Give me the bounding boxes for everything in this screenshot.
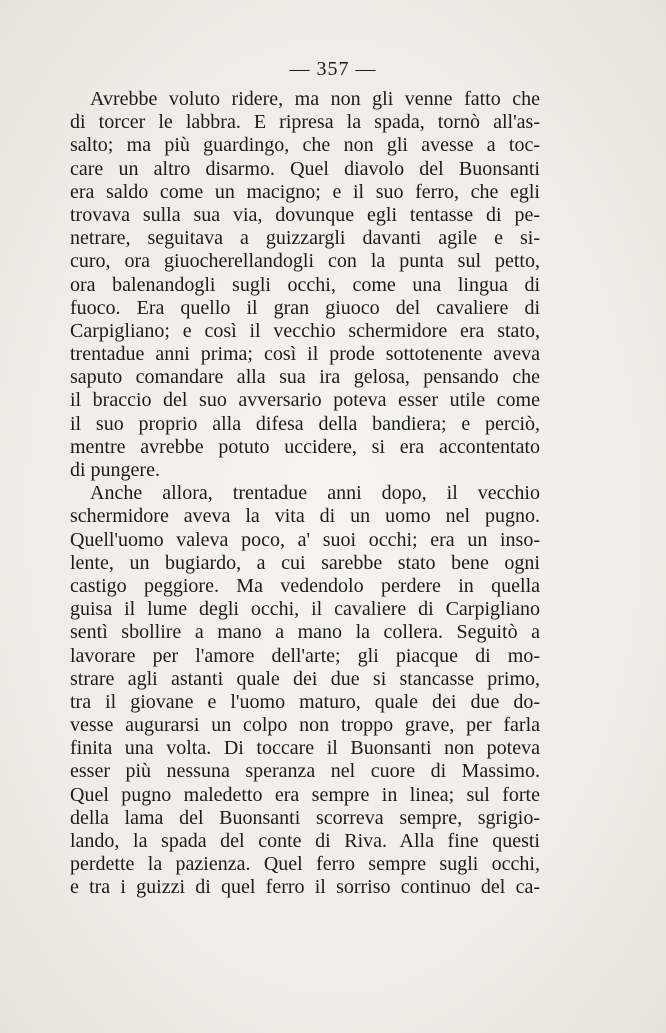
page-number: — 357 — xyxy=(289,58,377,80)
text-line: Anche allora, trentadue anni dopo, il vecchio xyxy=(90,482,540,505)
text-line: curo, ora giuocherellandogli con la punta sul petto, xyxy=(70,250,540,273)
text-line: Quell'uomo valeva poco, a' suoi occhi; era un inso- xyxy=(70,528,540,551)
text-line: salto; ma più guardingo, che non gli avesse a toc- xyxy=(70,134,540,157)
text-line: netrare, seguitava a guizzargli davanti agile e si- xyxy=(70,227,540,250)
text-line: schermidore aveva la vita di un uomo nel pugno. xyxy=(70,505,540,528)
text-line: sentì sbollire a mano a mano la collera. Seguitò a xyxy=(70,621,540,644)
text-line: esser più nessuna speranza nel cuore di Massimo. xyxy=(70,760,540,783)
text-line: e tra i guizzi di quel ferro il sorriso continuo del ca- xyxy=(70,876,540,899)
text-line: finita una volta. Di toccare il Buonsanti non poteva xyxy=(70,737,540,760)
text-line: lavorare per l'amore dell'arte; gli piacque di mo- xyxy=(70,644,540,667)
text-line: strare agli astanti quale dei due si stancasse primo, xyxy=(70,667,540,690)
text-line: trentadue anni prima; così il prode sottotenente aveva xyxy=(70,343,540,366)
text-line: trovava sulla sua via, dovunque egli tentasse di pe- xyxy=(70,203,540,226)
text-line: era saldo come un macigno; e il suo ferro, che egli xyxy=(70,180,540,203)
text-line: Carpigliano; e così il vecchio schermidore era stato, xyxy=(70,319,540,342)
text-line: saputo comandare alla sua ira gelosa, pensando che xyxy=(70,366,540,389)
text-line: Quel pugno maledetto era sempre in linea; sul forte xyxy=(70,783,540,806)
text-line: care un altro disarmo. Quel diavolo del Buonsanti xyxy=(70,157,540,180)
text-line: il braccio del suo avversario poteva esser utile come xyxy=(70,389,540,412)
text-line: vesse augurarsi un colpo non troppo grave, per farla xyxy=(70,714,540,737)
text-line: ora balenandogli sugli occhi, come una lingua di xyxy=(70,273,540,296)
text-line: guisa il lume degli occhi, il cavaliere di Carpigliano xyxy=(70,598,540,621)
text-line: lente, un bugiardo, a cui sarebbe stato bene ogni xyxy=(70,551,540,574)
text-line: castigo peggiore. Ma vedendolo perdere in quella xyxy=(70,574,540,597)
text-line: il suo proprio alla difesa della bandiera; e perciò, xyxy=(70,412,540,435)
paragraph-2 xyxy=(70,482,540,899)
text-line: di pungere. xyxy=(70,459,160,481)
text-line: tra il giovane e l'uomo maturo, quale dei due do- xyxy=(70,690,540,713)
text-line: di torcer le labbra. E ripresa la spada, tornò all'as- xyxy=(70,111,540,134)
text-line: Avrebbe voluto ridere, ma non gli venne fatto che xyxy=(90,88,540,110)
paragraph-1 xyxy=(70,88,540,482)
text-line: lando, la spada del conte di Riva. Alla fine questi xyxy=(70,830,540,852)
text-body xyxy=(70,88,540,900)
text-line: mentre avrebbe potuto uccidere, si era accontentato xyxy=(70,435,540,458)
text-line: fuoco. Era quello il gran giuoco del cavaliere di xyxy=(70,296,540,319)
text-line: perdette la pazienza. Quel ferro sempre sugli occhi, xyxy=(70,853,540,876)
text-line: della lama del Buonsanti scorreva sempre, sgrigio- xyxy=(70,806,540,829)
